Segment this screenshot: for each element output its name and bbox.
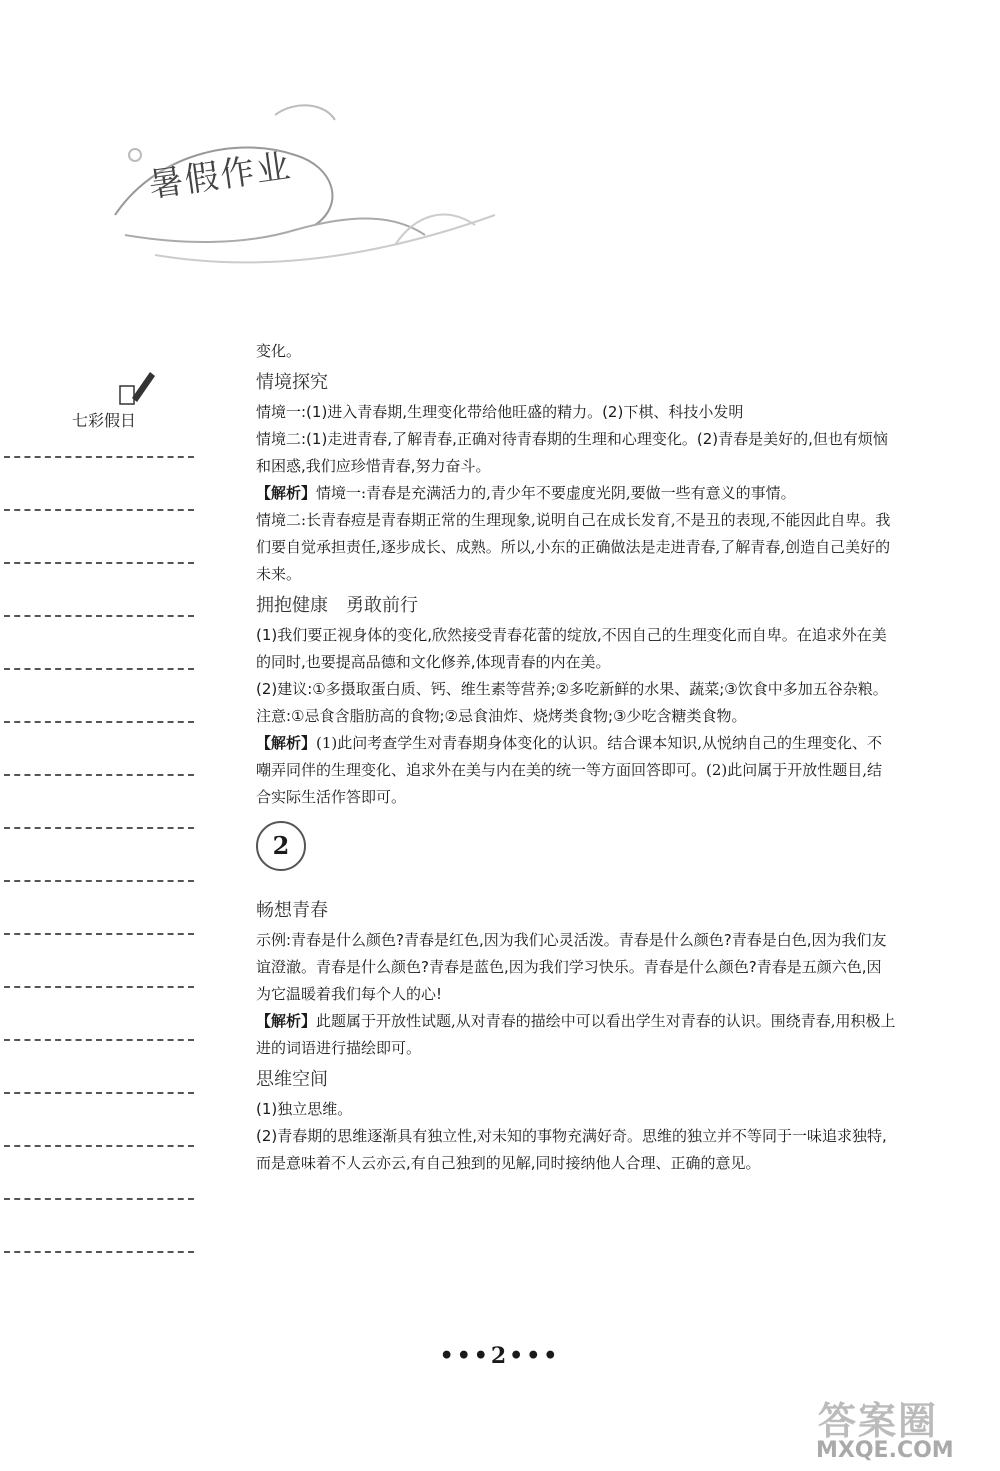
analysis-text: (1)此问考查学生对青春期身体变化的认识。结合课本知识,从悦纳自己的生理变化、不嘲弄同伴的生理变化、追求外在美与内在美的统一等方面回答即可。(2)此问属于开放性题目,结合实际生活作答即可。: [256, 734, 883, 806]
banner-title: 暑假作业: [146, 146, 295, 206]
section-heading: 情境探究: [256, 372, 328, 393]
analysis-text: 情境一:青春是充满活力的,青少年不要虚度光阴,要做一些有意义的事情。: [316, 484, 796, 502]
answer-line: (2)建议:①多摄取蛋白质、钙、维生素等营养;②多吃新鲜的水果、蔬菜;③饮食中多加五谷杂粮。: [256, 680, 888, 698]
analysis: [256, 730, 896, 811]
note-line: [4, 1198, 194, 1200]
sidebar-label: 七彩假日: [72, 411, 137, 430]
section-heading: 拥抱健康 勇敢前行: [256, 595, 418, 616]
note-line: [4, 1251, 194, 1253]
note-line: [4, 721, 194, 723]
note-line: [4, 986, 194, 988]
note-line: [4, 456, 194, 458]
section-number-badge: [256, 821, 896, 893]
section-heading: 思维空间: [256, 1069, 328, 1090]
answer-line: (1)我们要正视身体的变化,欣然接受青春花蕾的绽放,不因自己的生理变化而自卑。在追求外在美的同时,也要提高品德和文化修养,体现青春的内在美。: [256, 626, 887, 671]
note-line: [4, 509, 194, 511]
analysis-text: 情境二:长青春痘是青春期正常的生理现象,说明自己在成长发育,不是丑的表现,不能因此自卑。我们要自觉承担责任,逐步成长、成熟。所以,小东的正确做法是走进青春,了解青春,创造自己美好的未来。: [256, 511, 891, 583]
section-number: 2: [256, 821, 306, 871]
watermark-url: MXQE.COM: [816, 1438, 954, 1463]
note-line: [4, 1039, 194, 1041]
note-line: [4, 668, 194, 670]
answer-line: (2)青春期的思维逐渐具有独立性,对未知的事物充满好奇。思维的独立并不等同于一味追求独特,而是意味着不人云亦云,有自己独到的见解,同时接纳他人合理、正确的意见。: [256, 1127, 887, 1172]
analysis: [256, 1008, 896, 1062]
note-line: [4, 933, 194, 935]
note-line: [4, 774, 194, 776]
note-line: [4, 880, 194, 882]
analysis-tag: 【解析】: [256, 484, 317, 502]
section-heading: 畅想青春: [256, 900, 328, 921]
answer-line: (1)独立思维。: [256, 1100, 353, 1118]
watermark: [808, 1390, 993, 1468]
analysis-tag: 【解析】: [256, 734, 317, 752]
note-line: [4, 1145, 194, 1147]
note-line: [4, 1092, 194, 1094]
answer-line: 情境二:(1)走进青春,了解青春,正确对待青春期的生理和心理变化。(2)青春是美好的,但也有烦恼和困惑,我们应珍惜青春,努力奋斗。: [256, 430, 888, 475]
answer-line: 示例:青春是什么颜色?青春是红色,因为我们心灵活泼。青春是什么颜色?青春是白色,因为我们友谊澄澈。青春是什么颜色?青春是蓝色,因为我们学习快乐。青春是什么颜色?青春是五颜六色,因为它温暖着我们每个人的心!: [256, 931, 887, 1003]
paragraph: 变化。: [256, 342, 302, 360]
note-line: [4, 827, 194, 829]
answer-line: 注意:①忌食含脂肪高的食物;②忌食油炸、烧烤类食物;③少吃含糖类食物。: [256, 707, 747, 725]
pencil-icon: [118, 368, 158, 406]
analysis-tag: 【解析】: [256, 1012, 317, 1030]
page-number: •••2•••: [439, 1343, 561, 1369]
analysis-text: 此题属于开放性试题,从对青春的描绘中可以看出学生对青春的认识。围绕青春,用积极上进的词语进行描绘即可。: [256, 1012, 896, 1057]
answer-line: 情境一:(1)进入青春期,生理变化带给他旺盛的精力。(2)下棋、科技小发明: [256, 403, 744, 421]
answer-content: [256, 338, 896, 1177]
note-line: [4, 562, 194, 564]
analysis: [256, 480, 896, 507]
watermark-logo: 答案圈: [818, 1399, 939, 1443]
note-line: [4, 615, 194, 617]
